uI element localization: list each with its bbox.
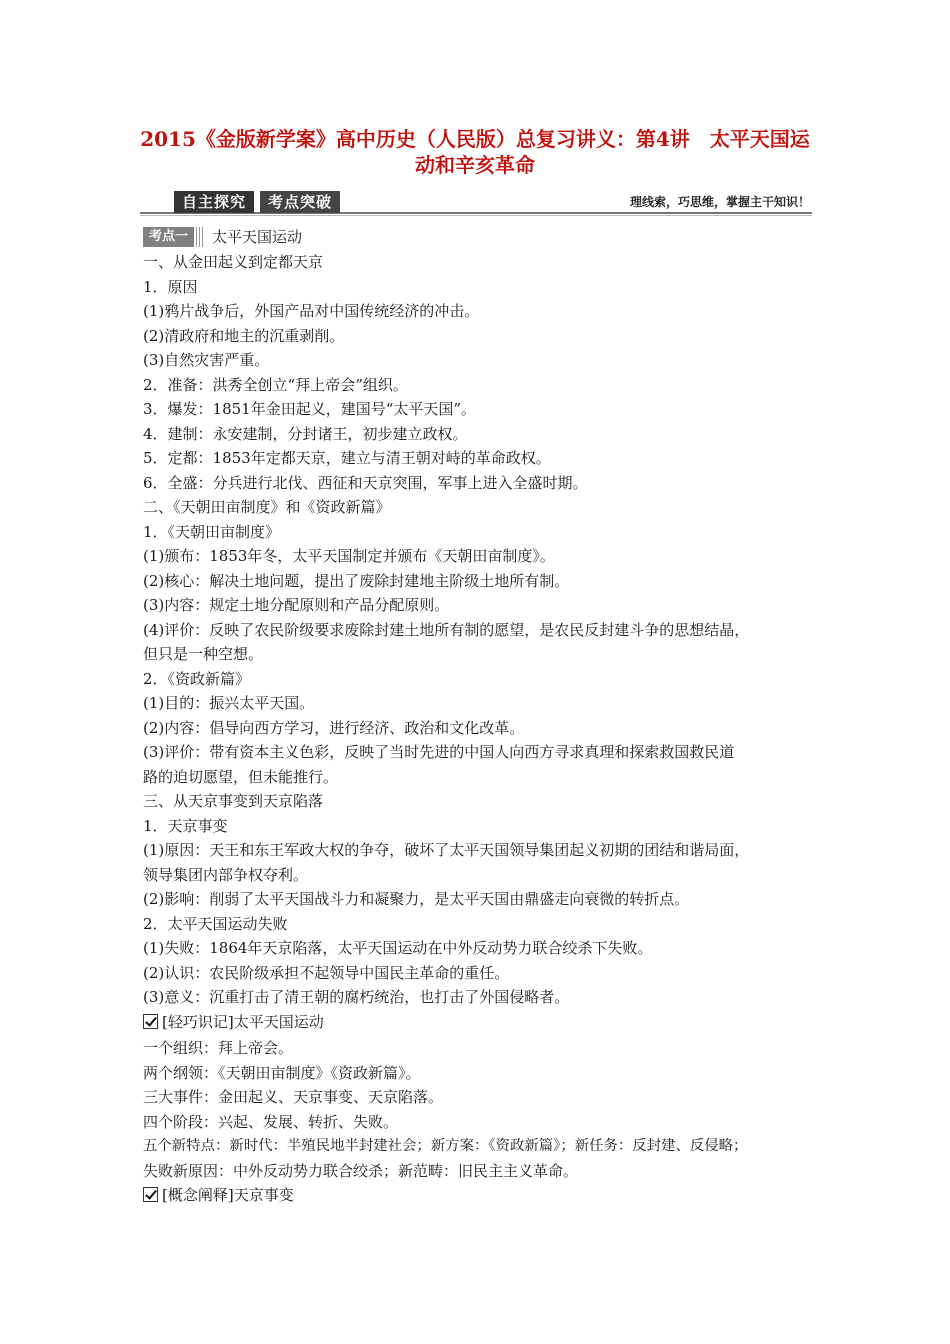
text-line: 1．原因 bbox=[143, 277, 198, 296]
text-line: (1)颁布：1853年冬，太平天国制定并颁布《天朝田亩制度》。 bbox=[143, 547, 555, 565]
tip-heading-text: [轻巧识记]太平天国运动 bbox=[162, 1012, 324, 1031]
checkbox-icon bbox=[143, 1014, 158, 1029]
text-line: 三大事件：金田起义、天京事变、天京陷落。 bbox=[143, 1088, 444, 1106]
section-label: 考点一 bbox=[143, 227, 194, 247]
text-line: (2)影响：削弱了太平天国战斗力和凝聚力，是太平天国由鼎盛走向衰微的转折点。 bbox=[143, 890, 690, 908]
text-line: (2)内容：倡导向西方学习，进行经济、政治和文化改革。 bbox=[143, 718, 525, 737]
text-line: 两个纲领：《天朝田亩制度》《资政新篇》。 bbox=[143, 1063, 421, 1082]
text-line: 6．全盛：分兵进行北伐、西征和天京突围，军事上进入全盛时期。 bbox=[143, 473, 588, 492]
section-heading bbox=[143, 226, 302, 247]
banner-tag-breakthrough: 考点突破 bbox=[260, 191, 340, 213]
text-line: (1)鸦片战争后，外国产品对中国传统经济的冲击。 bbox=[143, 302, 480, 320]
banner-tags bbox=[174, 191, 340, 213]
document-title: 2015《金版新学案》高中历史（人民版）总复习讲义：第4讲 太平天国运动和辛亥革命 bbox=[140, 127, 810, 177]
tip-heading-concept bbox=[143, 1183, 813, 1208]
text-line: 2．太平天国运动失败 bbox=[143, 914, 288, 933]
text-line: 一个组织：拜上帝会。 bbox=[143, 1039, 294, 1057]
text-line: (3)评价：带有资本主义色彩，反映了当时先进的中国人向西方寻求真理和探索救国救民道 bbox=[143, 743, 735, 761]
checkbox-icon bbox=[143, 1187, 158, 1202]
text-line: (1)原因：天王和东王军政大权的争夺，破坏了太平天国领导集团起义初期的团结和谐局面， bbox=[143, 841, 750, 859]
text-line: 一、从金田起义到定都天京 bbox=[143, 253, 324, 271]
banner-rule-thin bbox=[140, 215, 812, 216]
text-line: (2)清政府和地主的沉重剥削。 bbox=[143, 326, 345, 345]
text-line: 领导集团内部争权夺利。 bbox=[143, 865, 309, 884]
document-body bbox=[143, 250, 813, 1208]
text-line: 3．爆发：1851年金田起义，建国号“太平天国”。 bbox=[143, 400, 477, 418]
section-banner bbox=[140, 191, 812, 217]
section-label-bars bbox=[196, 227, 204, 247]
text-line: (1)目的：振兴太平天国。 bbox=[143, 694, 315, 712]
text-line: 失败新原因：中外反动势力联合绞杀；新范畴：旧民主主义革命。 bbox=[143, 1161, 579, 1180]
text-line: 路的迫切愿望，但未能推行。 bbox=[143, 767, 339, 786]
text-line: 4．建制：永安建制，分封诸王，初步建立政权。 bbox=[143, 424, 468, 443]
tip-heading-text: [概念阐释]天京事变 bbox=[162, 1186, 294, 1204]
banner-tag-explore: 自主探究 bbox=[174, 191, 254, 213]
text-line: (1)失败：1864年天京陷落，太平天国运动在中外反动势力联合绞杀下失败。 bbox=[143, 939, 653, 957]
text-line: 5．定都：1853年定都天京，建立与清王朝对峙的革命政权。 bbox=[143, 449, 551, 467]
text-line: 1．天京事变 bbox=[143, 816, 228, 835]
text-line: 三、从天京事变到天京陷落 bbox=[143, 792, 324, 810]
text-line: 但只是一种空想。 bbox=[143, 645, 264, 663]
text-line: (2)核心：解决土地问题，提出了废除封建地主阶级土地所有制。 bbox=[143, 571, 570, 590]
text-line: 二、《天朝田亩制度》和《资政新篇》 bbox=[143, 498, 391, 516]
tip-heading-memory bbox=[143, 1010, 813, 1035]
text-line: (3)意义：沉重打击了清王朝的腐朽统治，也打击了外国侵略者。 bbox=[143, 988, 570, 1006]
text-line: (3)内容：规定土地分配原则和产品分配原则。 bbox=[143, 596, 450, 614]
text-line: (3)自然灾害严重。 bbox=[143, 351, 270, 369]
text-line: 四个阶段：兴起、发展、转折、失败。 bbox=[143, 1112, 399, 1131]
text-line: 五个新特点：新时代：半殖民地半封建社会；新方案：《资政新篇》；新任务：反封建、反侵略； bbox=[143, 1138, 748, 1154]
text-line: 1．《天朝田亩制度》 bbox=[143, 522, 281, 541]
text-line: (4)评价：反映了农民阶级要求废除封建土地所有制的愿望，是农民反封建斗争的思想结晶， bbox=[143, 620, 750, 639]
text-line: (2)认识：农民阶级承担不起领导中国民主革命的重任。 bbox=[143, 963, 510, 982]
section-title: 太平天国运动 bbox=[212, 228, 303, 246]
text-line: 2．《资政新篇》 bbox=[143, 669, 251, 688]
text-line: 2．准备：洪秀全创立“拜上帝会”组织。 bbox=[143, 375, 408, 394]
banner-slogan: 理线索，巧思维，掌握主干知识！ bbox=[629, 195, 810, 209]
